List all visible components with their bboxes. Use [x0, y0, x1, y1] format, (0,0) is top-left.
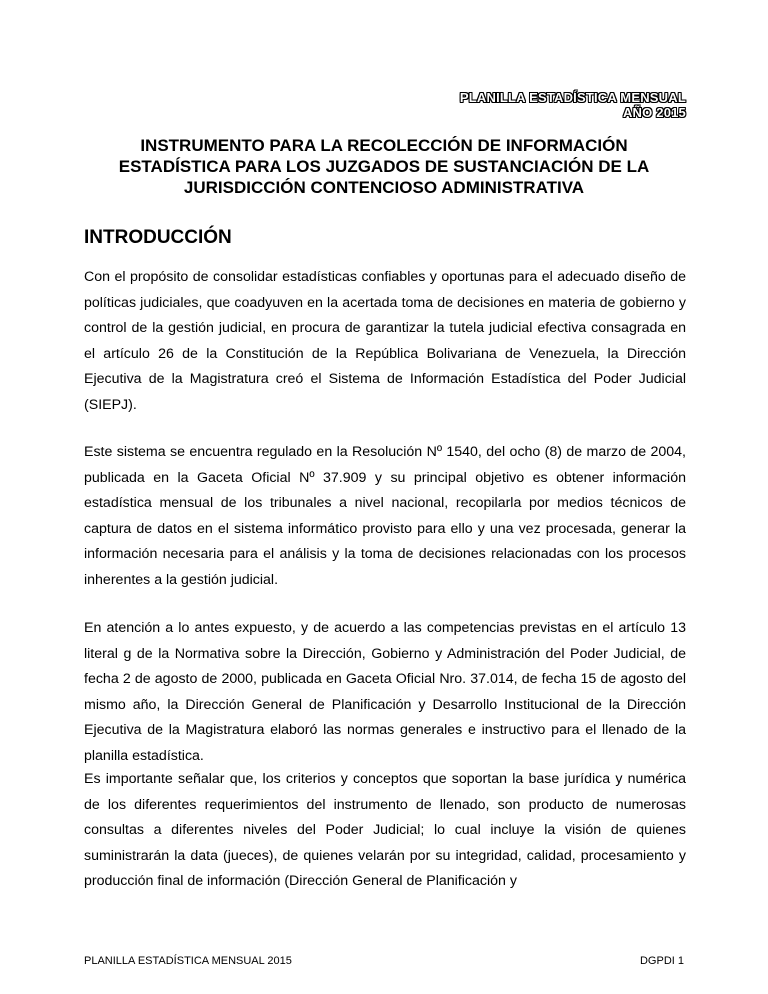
paragraph-1: Con el propósito de consolidar estadísticas confiables y oportunas para el adecuado diseño de políticas judiciales, que coadyuven en la acertada toma de decisiones en materia de gobierno y control de la gestión judicial, en procura de garantizar la tutela judicial efectiva consagrada en el artículo 26 de la Constitución de la República Bolivariana de Venezuela, la Dirección Ejecutiva de la Magistratura creó el Sistema de Información Estadística del Poder Judicial (SIEPJ).: [84, 269, 686, 413]
footer-page-number: DGPDI 1: [639, 955, 684, 967]
document-title: [84, 135, 684, 198]
header-line-2: AÑO 2015: [622, 105, 686, 120]
title-line-2: ESTADÍSTICA PARA LOS JUZGADOS DE SUSTANCIACIÓN DE LA: [118, 157, 650, 176]
header-line-1: PLANILLA ESTADÍSTICA MENSUAL: [459, 90, 686, 105]
paragraph-4: Es importante señalar que, los criterios y conceptos que soportan la base jurídica y numérica de los diferentes requerimientos del instrumento de llenado, son producto de numerosas consultas a diferentes niveles del Poder Judicial; lo cual incluye la visión de quienes suministrarán la data (jueces), de quienes velarán por su integridad, calidad, procesamiento y producción final de información (Dirección General de Planificación y: [84, 771, 686, 890]
title-line-3: JURISDICCIÓN CONTENCIOSO ADMINISTRATIVA: [183, 178, 585, 197]
paragraph-3: En atención a lo antes expuesto, y de acuerdo a las competencias previstas en el artículo 13 literal g de la Normativa sobre la Dirección, Gobierno y Administración del Poder Judicial, de fecha 2 de agosto de 2000, publicada en Gaceta Oficial Nro. 37.014, de fecha 15 de agosto del mismo año, la Dirección General de Planificación y Desarrollo Institucional de la Dirección Ejecutiva de la Magistratura elaboró las normas generales e instructivo para el llenado de la planilla estadística.: [84, 620, 686, 764]
section-heading: INTRODUCCIÓN: [84, 227, 232, 248]
page-header: [460, 90, 686, 120]
paragraph-2: Este sistema se encuentra regulado en la Resolución Nº 1540, del ocho (8) de marzo de 2004, publicada en la Gaceta Oficial Nº 37.909 y su principal objetivo es obtener información estadística mensual de los tribunales a nivel nacional, recopilarla por medios técnicos de captura de datos en el sistema informático provisto para ello y una vez procesada, generar la información necesaria para el análisis y la toma de decisiones relacionadas con los procesos inherentes a la gestión judicial.: [84, 444, 686, 588]
footer-title: PLANILLA ESTADÍSTICA MENSUAL 2015: [84, 955, 292, 967]
title-line-1: INSTRUMENTO PARA LA RECOLECCIÓN DE INFORMACIÓN: [140, 136, 628, 155]
